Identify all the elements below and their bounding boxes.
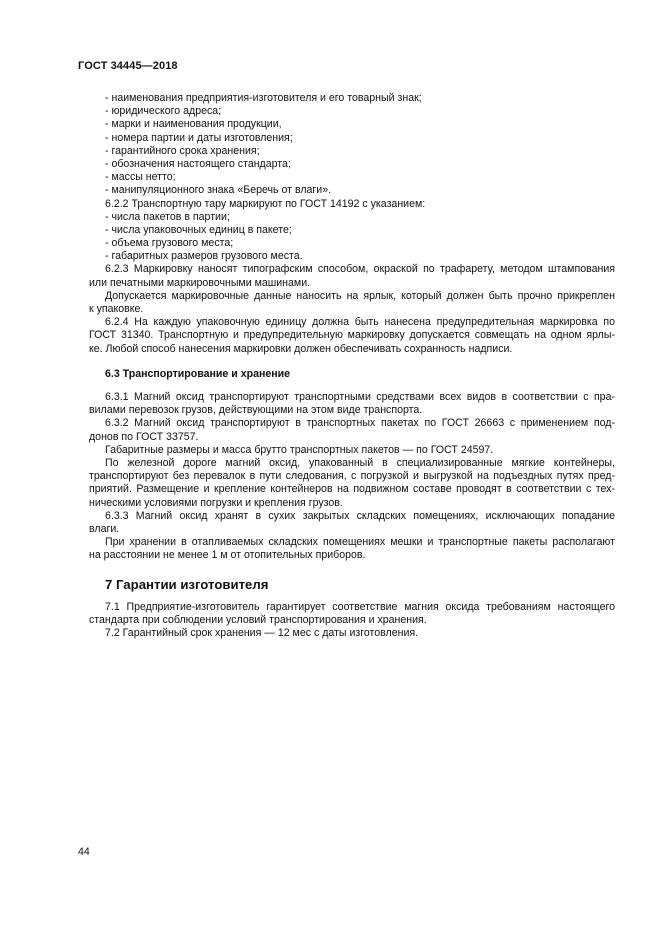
- document-header: ГОСТ 34445—2018: [78, 60, 178, 72]
- text-line: - обозначения настоящего стандарта;: [105, 157, 291, 170]
- text-line: ГОСТ 31340. Транспортную и предупредительную маркировку допускается совмещать на одном ярлы-: [89, 329, 615, 342]
- text-line: По железной дороге магний оксид, упакованный в специализированные мягкие контейнеры,: [105, 456, 615, 469]
- text-line: транспортируют без перевалок в пути следования, с погрузкой и выгрузкой на подъездных путях пред-: [89, 470, 615, 483]
- section-6-2-text: [89, 92, 615, 356]
- text-line: ке. Любой способ нанесения маркировки должен обеспечивать сохранность надписи.: [89, 342, 513, 355]
- text-line: - гарантийного срока хранения;: [105, 144, 260, 157]
- text-line: 6.3.2 Магний оксид транспортируют в транспортных пакетах по ГОСТ 26663 с применением под-: [105, 417, 615, 430]
- text-line: влаги.: [89, 522, 120, 535]
- text-line: 7.2 Гарантийный срок хранения — 12 мес с даты изготовления.: [105, 627, 419, 640]
- text-line: - наименования предприятия-изготовителя и его товарный знак;: [105, 92, 422, 104]
- text-line: - марки и наименования продукции,: [105, 118, 282, 131]
- text-line: - числа пакетов в партии;: [105, 210, 230, 223]
- text-line: на расстоянии не менее 1 м от отопительных приборов.: [89, 549, 366, 562]
- text-line: стандарта при соблюдении условий транспортирования и хранения.: [89, 614, 427, 627]
- text-line: 6.3.3 Магний оксид хранят в сухих закрытых складских помещениях, исключающих попадание: [105, 509, 615, 522]
- text-line: - числа упаковочных единиц в пакете;: [105, 223, 292, 236]
- text-line: 6.3.1 Магний оксид транспортируют транспортными средствами всех видов в соответствии с пра-: [105, 391, 615, 403]
- text-line: Габаритные размеры и масса брутто транспортных пакетов — по ГОСТ 24597.: [105, 443, 494, 456]
- text-line: Допускается маркировочные данные наносить на ярлык, который должен быть прочно прикреплен: [105, 289, 615, 302]
- section-heading: 6.3 Транспортирование и хранение: [105, 368, 291, 380]
- section-7-text: [89, 601, 615, 641]
- text-line: - юридического адреса;: [105, 105, 222, 118]
- text-line: - объема грузового места;: [105, 237, 234, 250]
- page-number: 44: [78, 846, 90, 858]
- text-line: к упаковке.: [89, 303, 144, 315]
- text-line: ническими условиями погрузки и крепления грузов.: [89, 496, 343, 509]
- section-6-3-heading-wrap: [89, 368, 615, 381]
- text-line: 6.2.4 На каждую упаковочную единицу должна быть нанесена предупредительная маркировка по: [105, 316, 615, 329]
- text-line: приятий. Размещение и крепление контейнеров на подвижном составе проводят в соответствии с тех-: [89, 483, 615, 496]
- text-line: - габаритных размеров грузового места.: [105, 250, 303, 263]
- text-line: 6.2.2 Транспортную тару маркируют по ГОСТ 14192 с указанием:: [105, 197, 426, 210]
- text-line: При хранении в отапливаемых складских помещениях мешки и транспортные пакеты располагают: [105, 536, 615, 549]
- text-line: - номера партии и даты изготовления;: [105, 131, 293, 144]
- text-line: - массы нетто;: [105, 171, 176, 184]
- text-line: 7.1 Предприятие-изготовитель гарантирует соответствие магния оксида требованиям настоящего: [105, 601, 615, 613]
- text-line: донов по ГОСТ 33757.: [89, 430, 199, 443]
- text-line: 6.2.3 Маркировку наносят типографским способом, окраской по трафарету, методом штампования: [105, 263, 615, 276]
- chapter-heading: 7 Гарантии изготовителя: [105, 577, 269, 592]
- section-6-3-text: [89, 391, 615, 562]
- text-line: - манипуляционного знака «Беречь от влаги».: [105, 184, 332, 197]
- text-line: вилами перевозок грузов, действующими на этом виде транспорта.: [89, 404, 423, 417]
- text-line: или печатными маркировочными машинами.: [89, 276, 311, 289]
